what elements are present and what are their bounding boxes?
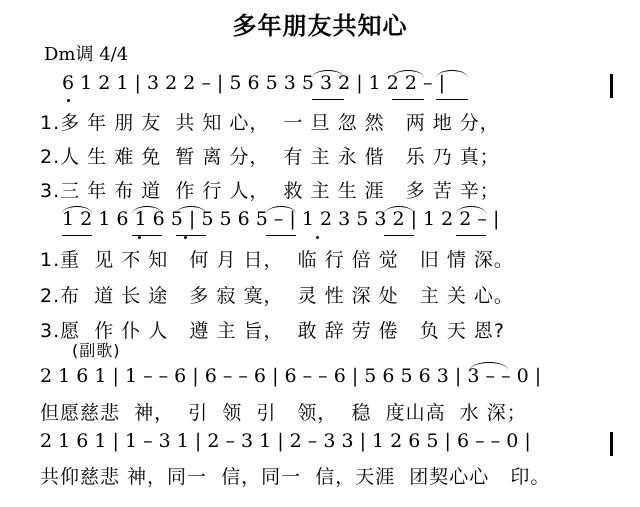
notation-row-4: 2 1 6 1 | 1 – 3 1 | 2 – 3 1 | 2 – 3 3 | 1 2 6 5 | 6 – – 0 | [40,430,531,452]
slur-mark [470,362,508,370]
low-octave-dot [184,236,187,239]
lyric-row-1-verse-1: 1.多 年 朋 友 共 知 心， 一 旦 忽 然 两 地 分， [40,112,500,134]
beam-underline [312,99,344,100]
lyric-row-3: 但愿慈悲 神， 引 领 引 领， 稳 度山高 水 深； [40,402,527,424]
end-barline [610,74,613,98]
low-octave-dot [67,99,70,102]
beam-underline [132,235,162,236]
slur-mark [436,70,468,78]
lyric-row-2-verse-3: 3.愿 作 仆 人 遵 主 旨， 敢 辞 劳 倦 负 天 恩? [40,320,505,342]
lyric-row-1-verse-2: 2.人 生 难 免 暂 离 分， 有 主 永 偕 乐 乃 真； [40,146,500,168]
low-octave-dot [138,236,141,239]
beam-underline [384,235,414,236]
beam-underline [392,99,424,100]
end-barline [610,432,613,456]
beam-underline [176,235,206,236]
key-signature: Dm调 4/4 [44,44,129,65]
beam-underline [62,235,92,236]
lyric-row-1-verse-3: 3.三 年 布 道 作 行 人， 救 主 生 涯 多 苦 辛； [40,180,500,202]
lyric-row-4: 共仰慈悲 神，同一 信，同一 信，天涯 团契心心 印。 [40,466,551,488]
beam-underline [266,235,296,236]
beam-underline [456,235,486,236]
notation-row-1: 6 1 2 1 | 3 2 2 – | 5 6 5 3 5 3 2 | 1 2 2 – | [62,72,445,94]
notation-row-3: 2 1 6 1 | 1 – – 6 | 6 – – 6 | 6 – – 6 | 5 6 5 6 3 | 3 – – 0 | [40,365,542,387]
lyric-row-2-verse-1: 1.重 见 不 知 何 月 日， 临 行 倍 觉 旧 情 深。 [40,249,514,271]
lyric-row-2-verse-2: 2.布 道 长 途 多 寂 寞， 灵 性 深 处 主 关 心。 [40,285,514,307]
notation-row-2: 1 2 1 6 1 6 5 | 5 5 6 5 – | 1 2 3 5 3 2 | 1 2 2 – | [62,208,500,230]
chorus-label: (副歌) [72,341,121,360]
beam-underline [436,99,468,100]
low-octave-dot [316,236,319,239]
song-title: 多年朋友共知心 [232,12,408,40]
